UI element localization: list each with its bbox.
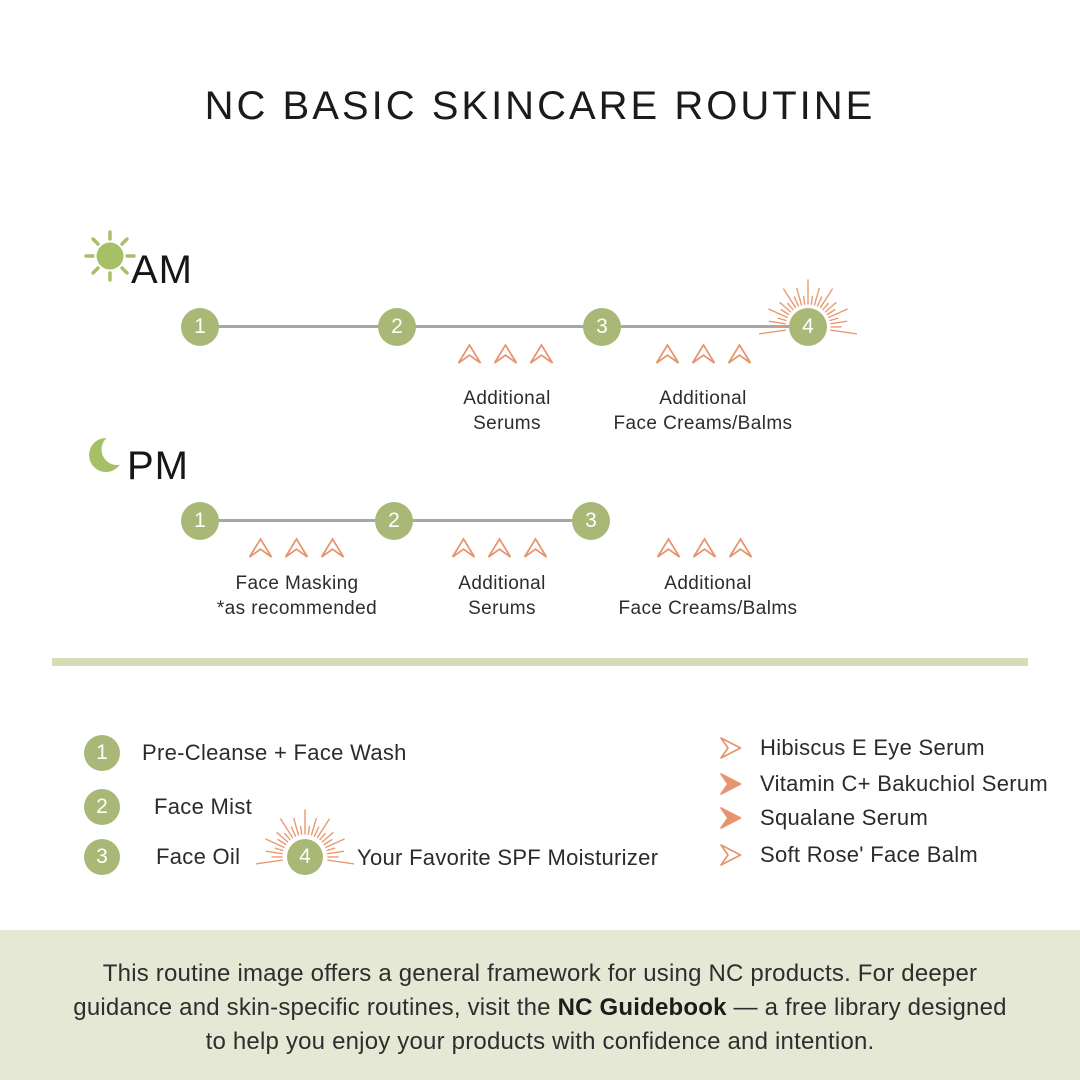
product-squalane-serum	[716, 803, 928, 833]
up-arrows-icon	[654, 342, 753, 365]
footer-line-2	[0, 991, 1080, 1025]
annotation-line: *as recommended	[216, 598, 378, 619]
am-annotation-creams	[583, 386, 823, 436]
up-arrows-icon	[456, 342, 555, 365]
legend-step-2	[84, 789, 252, 825]
annotation-line: Serums	[473, 413, 541, 434]
footer-line-2-pre: guidance and skin-specific routines, visit the	[73, 994, 558, 1021]
am-step-2: 2	[378, 308, 416, 346]
product-label: Squalane Serum	[760, 805, 929, 830]
up-arrows-icon	[655, 536, 754, 559]
up-arrows-icon	[247, 536, 346, 559]
product-label: Soft Rose' Face Balm	[760, 842, 979, 867]
product-soft-rose-balm	[716, 840, 978, 870]
pm-annotation-serums	[382, 571, 622, 621]
right-arrow-icon	[716, 735, 745, 761]
annotation-line: Face Creams/Balms	[613, 413, 793, 434]
up-arrows-icon	[450, 536, 549, 559]
product-hibiscus-eye-serum	[716, 733, 985, 763]
am-timeline-line	[200, 325, 808, 328]
guidebook-link-text[interactable]: NC Guidebook	[557, 994, 727, 1021]
product-vitamin-c-serum	[716, 769, 1048, 799]
legend-step-4-circle: 4	[287, 839, 323, 875]
pm-annotation-masking	[177, 571, 417, 621]
pm-step-3: 3	[572, 502, 610, 540]
footer-note	[0, 930, 1080, 1080]
sun-icon	[82, 228, 138, 284]
legend-step-1	[84, 735, 407, 771]
am-step-4: 4	[789, 308, 827, 346]
pm-step-1: 1	[181, 502, 219, 540]
footer-line-3: to help you enjoy your products with confidence and intention.	[205, 1028, 875, 1055]
pm-annotation-creams	[588, 571, 828, 621]
annotation-line: Additional	[458, 573, 546, 594]
am-step-3: 3	[583, 308, 621, 346]
annotation-line: Face Masking	[235, 573, 359, 594]
step-circle: 3	[84, 839, 120, 875]
page-title: NC BASIC SKINCARE ROUTINE	[204, 84, 876, 128]
legend-step-label: Face Mist	[154, 794, 253, 819]
product-label: Hibiscus E Eye Serum	[760, 735, 985, 760]
product-label: Vitamin C+ Bakuchiol Serum	[760, 771, 1049, 796]
pm-label: PM	[127, 444, 189, 488]
footer-text	[0, 930, 1080, 1059]
legend-step-label: Pre-Cleanse + Face Wash	[142, 740, 407, 765]
legend-step-3	[84, 839, 240, 875]
section-divider	[52, 658, 1028, 666]
footer-line-1: This routine image offers a general framework for using NC products. For deeper	[102, 960, 978, 987]
annotation-line: Additional	[664, 573, 752, 594]
annotation-line: Additional	[659, 388, 747, 409]
step-circle: 1	[84, 735, 120, 771]
annotation-line: Face Creams/Balms	[618, 598, 798, 619]
annotation-line: Serums	[468, 598, 536, 619]
step-circle: 2	[84, 789, 120, 825]
annotation-line: Additional	[463, 388, 551, 409]
legend-step-label: Face Oil	[156, 844, 241, 869]
footer-line-2-post: — a free library designed	[726, 994, 1007, 1021]
right-arrow-icon	[716, 805, 745, 831]
pm-step-2: 2	[375, 502, 413, 540]
right-arrow-icon	[716, 771, 745, 797]
am-label: AM	[131, 248, 193, 292]
am-step-1: 1	[181, 308, 219, 346]
legend-step-label: Your Favorite SPF Moisturizer	[357, 845, 659, 870]
right-arrow-icon	[716, 842, 745, 868]
